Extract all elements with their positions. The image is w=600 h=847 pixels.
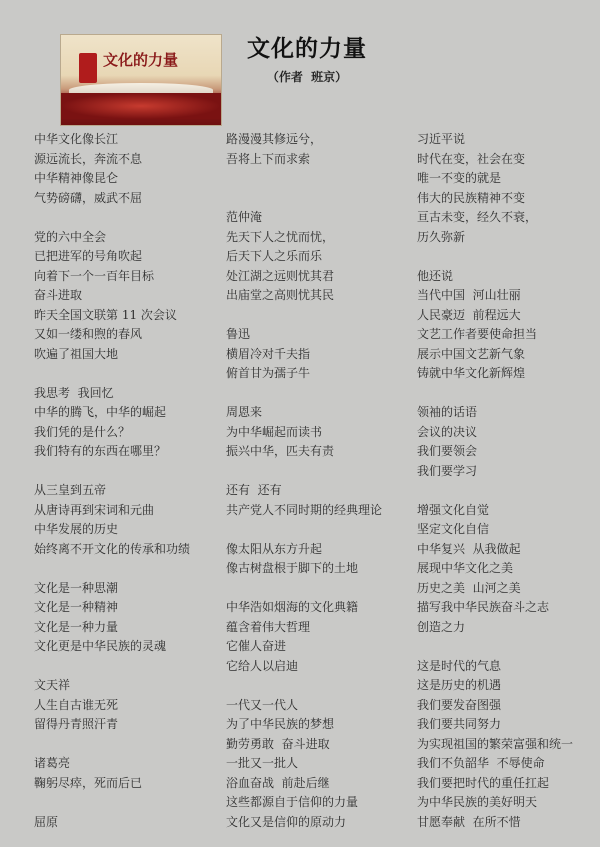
poem-line: 为实现祖国的繁荣富强和统一	[417, 736, 574, 751]
poem-line	[34, 793, 224, 813]
poem-line: 还有 还有	[226, 483, 282, 497]
poem-line: 始终离不开文化的传承和功绩	[34, 541, 191, 556]
poem-line: 像太阳从东方升起	[226, 541, 323, 556]
poem-line: 源远流长，奔流不息	[34, 151, 143, 166]
poem-line: 屈原	[34, 814, 59, 829]
poem-line: 勤劳勇敢 奋斗进取	[226, 736, 330, 751]
poem-line: 中华发展的历史	[34, 522, 119, 536]
poem-line: 文化是一种精神	[34, 600, 119, 614]
poem-line: 创造之力	[417, 619, 466, 634]
poem-line: 历久弥新	[417, 229, 466, 244]
poem-line	[226, 169, 416, 189]
poem-line: 中华文化像长江	[34, 132, 119, 146]
poem-line	[34, 559, 224, 579]
poem-line: 我们凭的是什么？	[34, 424, 131, 439]
poem-line: 中华的腾飞，中华的崛起	[34, 405, 167, 419]
poem-line	[417, 247, 597, 267]
poem-line: 从三皇到五帝	[34, 483, 107, 497]
poem-line	[417, 481, 597, 501]
poem-line: 为中华民族的美好明天	[417, 795, 538, 809]
poem-line: 鲁迅	[226, 327, 251, 341]
poem-line: 路漫漫其修远兮，	[226, 132, 323, 146]
poem-line: 它催人奋进	[226, 639, 287, 653]
poem-line: 这是时代的气息	[417, 658, 502, 673]
poem-line: 甘愿奉献 在所不惜	[417, 814, 521, 829]
poem-line: 文化是一种思潮	[34, 580, 119, 595]
book-cover-image	[60, 34, 222, 126]
poem-column-2	[226, 130, 416, 832]
poem-line: 唯一不变的就是	[417, 171, 502, 185]
poem-line	[34, 462, 224, 482]
poem-line: 亘古未变，经久不衰，	[417, 210, 538, 224]
poem-line: 吾将上下而求索	[226, 151, 311, 166]
poem-line: 周恩来	[226, 405, 263, 419]
poem-line: 奋斗进取	[34, 288, 83, 302]
poem-line: 像古树盘根于脚下的土地	[226, 561, 359, 575]
poem-line: 我们不负韶华 不辱使命	[417, 756, 545, 770]
author-line: （作者 班京）	[266, 70, 348, 84]
poem-line: 我们要把时代的重任扛起	[417, 775, 550, 790]
poem-line: 文化更是中华民族的灵魂	[34, 639, 167, 653]
poem-line	[226, 462, 416, 482]
poem-line: 领袖的话语	[417, 405, 478, 419]
poem-line: 伟大的民族精神不变	[417, 190, 526, 205]
poem-line: 向着下一个一百年目标	[34, 268, 155, 283]
poem-line: 这是历史的机遇	[417, 678, 502, 692]
poem-line: 共产党人不同时期的经典理论	[226, 502, 383, 517]
poem-line: 我们特有的东西在哪里？	[34, 444, 167, 458]
poem-line: 这些都源自于信仰的力量	[226, 795, 359, 809]
cover-red-seal	[79, 53, 97, 83]
poem-line	[34, 735, 224, 755]
poem-line: 处江湖之远则忧其君	[226, 268, 335, 283]
poem-line: 我们要共同努力	[417, 717, 502, 731]
poem-line: 一代又一代人	[226, 697, 299, 712]
poem-line: 坚定文化自信	[417, 522, 490, 536]
poem-line: 党的六中全会	[34, 229, 107, 244]
poem-line: 已把进军的号角吹起	[34, 249, 143, 263]
poem-column-3	[417, 130, 597, 832]
poem-line: 诸葛亮	[34, 756, 71, 770]
poem-line: 范仲淹	[226, 210, 263, 224]
poem-line: 吹遍了祖国大地	[34, 346, 119, 361]
poem-line: 描写我中华民族奋斗之志	[417, 600, 550, 614]
poem-line: 铸就中华文化新辉煌	[417, 366, 526, 380]
poem-line: 我们要发奋图强	[417, 697, 502, 712]
poem-line: 振兴中华，匹夫有责	[226, 444, 335, 458]
poem-line: 人生自古谁无死	[34, 697, 119, 712]
cover-title-art: 文化的力量	[103, 51, 179, 69]
poem-line: 它给人以启迪	[226, 658, 299, 673]
poem-line	[417, 637, 597, 657]
poem-line: 文艺工作者要使命担当	[417, 327, 538, 341]
poem-line: 人民豪迈 前程远大	[417, 307, 521, 322]
poem-line	[226, 676, 416, 696]
poem-line: 中华浩如烟海的文化典籍	[226, 600, 359, 614]
poem-line	[417, 384, 597, 404]
poem-line	[226, 306, 416, 326]
poem-line	[34, 657, 224, 677]
poem-line: 蕴含着伟大哲理	[226, 619, 311, 634]
poem-line: 一批又一批人	[226, 756, 299, 770]
poem-line: 时代在变，社会在变	[417, 151, 526, 166]
poem-line: 鞠躬尽瘁，死而后已	[34, 775, 143, 790]
poem-line: 横眉冷对千夫指	[226, 346, 311, 361]
poem-line: 又如一缕和煦的春风	[34, 327, 143, 341]
poem-line: 我们要领会	[417, 444, 478, 458]
poem-line	[226, 189, 416, 209]
poem-line: 先天下人之忧而忧，	[226, 229, 335, 244]
poem-column-1	[34, 130, 224, 832]
poem-line: 后天下人之乐而乐	[226, 249, 323, 263]
poem-line: 俯首甘为孺子牛	[226, 366, 311, 380]
poem-line: 浴血奋战 前赴后继	[226, 775, 330, 790]
cover-red-ribbon	[61, 93, 221, 119]
poem-line: 当代中国 河山壮丽	[417, 288, 521, 302]
poem-line: 从唐诗再到宋词和元曲	[34, 502, 155, 517]
poem-line: 为中华崛起而读书	[226, 424, 323, 439]
poem-line: 中华精神像昆仑	[34, 171, 119, 185]
poem-line: 昨天全国文联第 11 次会议	[34, 307, 177, 322]
poem-line: 中华复兴 从我做起	[417, 541, 521, 556]
poem-line	[226, 579, 416, 599]
poem-line	[34, 364, 224, 384]
poem-line: 展示中国文艺新气象	[417, 346, 526, 361]
poem-line: 出庙堂之高则忧其民	[226, 288, 335, 302]
poem-line: 我们要学习	[417, 463, 478, 478]
poem-line: 我思考 我回忆	[34, 385, 114, 400]
poem-line: 习近平说	[417, 132, 466, 146]
poem-line: 展现中华文化之美	[417, 561, 514, 575]
poem-line	[226, 520, 416, 540]
poem-line: 他还说	[417, 268, 454, 283]
poem-line	[34, 208, 224, 228]
poem-line: 历史之美 山河之美	[417, 580, 521, 595]
poem-line: 会议的决议	[417, 424, 478, 439]
page-title: 文化的力量	[247, 36, 367, 62]
poem-line: 文天祥	[34, 678, 71, 692]
poem-line	[226, 384, 416, 404]
poem-line: 为了中华民族的梦想	[226, 717, 335, 731]
poem-line: 文化又是信仰的原动力	[226, 814, 347, 829]
poem-line: 文化是一种力量	[34, 619, 119, 634]
poem-line: 气势磅礴，威武不屈	[34, 190, 143, 205]
poem-line: 留得丹青照汗青	[34, 717, 119, 731]
poem-line: 增强文化自觉	[417, 502, 490, 517]
